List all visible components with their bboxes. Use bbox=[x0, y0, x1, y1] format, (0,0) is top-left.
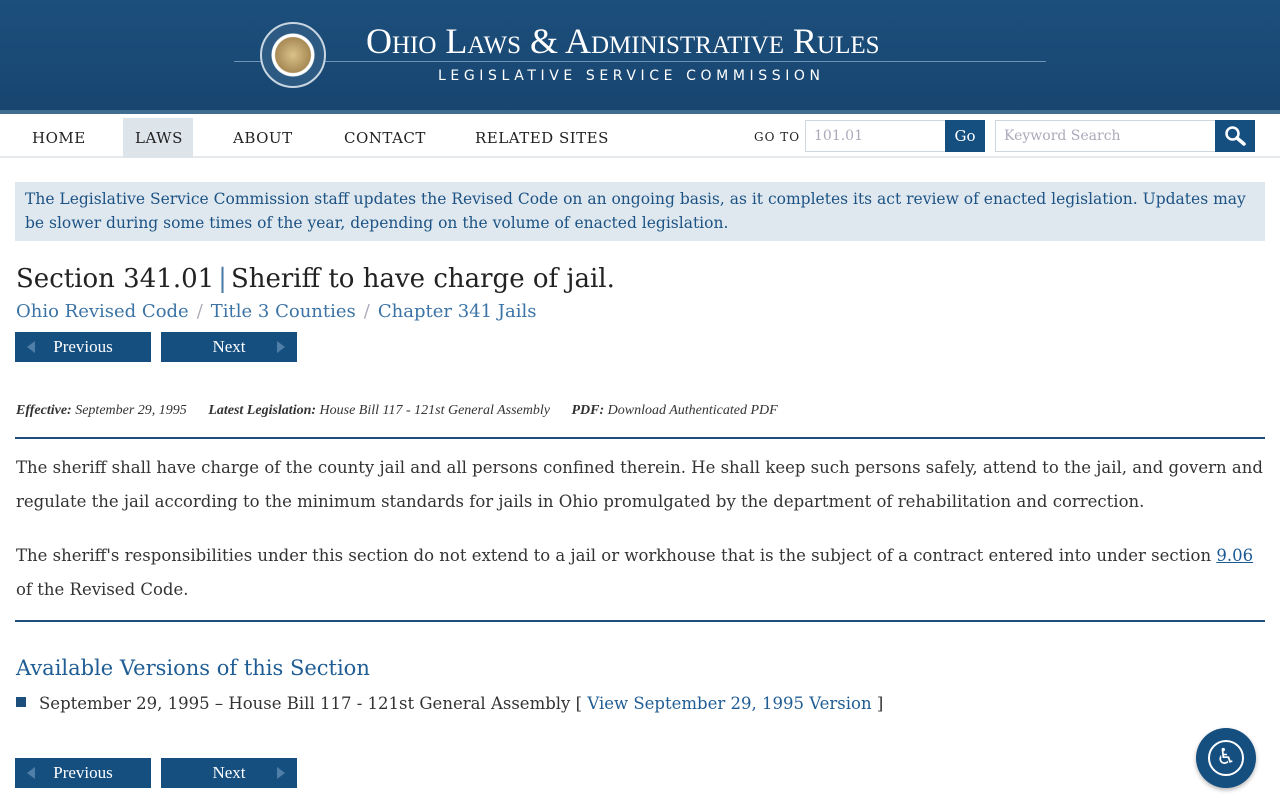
goto-label: GO TO bbox=[754, 130, 801, 144]
section-paragraph-1: The sheriff shall have charge of the county jail and all persons confined therein. He shall keep such persons safely, attend to the jail, and govern and regulate the jail according to the minimum standards for jails in Ohio promulgated by the department of rehabilitation and correction. bbox=[16, 458, 1263, 511]
main-nav bbox=[0, 114, 1280, 158]
accessibility-button[interactable] bbox=[1196, 728, 1256, 788]
go-button[interactable]: Go bbox=[945, 120, 985, 152]
next-label: Next bbox=[212, 337, 246, 356]
arrow-left-icon bbox=[27, 767, 35, 779]
breadcrumb-title[interactable]: Title 3 Counties bbox=[210, 301, 356, 322]
bullet-icon bbox=[16, 697, 26, 707]
previous-label: Previous bbox=[53, 763, 113, 782]
paragraph-text: The sheriff's responsibilities under this section do not extend to a jail or workhouse that is the subject of a contract entered into under section bbox=[16, 546, 1217, 565]
section-meta bbox=[16, 403, 778, 419]
next-label: Next bbox=[212, 763, 246, 782]
search-button[interactable] bbox=[1215, 120, 1255, 152]
nav-home[interactable]: HOME bbox=[32, 129, 86, 147]
title-separator: | bbox=[218, 264, 227, 294]
goto-input[interactable]: 101.01 bbox=[805, 120, 946, 152]
versions-heading: Available Versions of this Section bbox=[16, 656, 370, 680]
next-button[interactable] bbox=[161, 332, 297, 362]
pdf-label: PDF: bbox=[571, 403, 605, 418]
breadcrumb-revised-code[interactable]: Ohio Revised Code bbox=[16, 301, 189, 322]
latest-legislation: House Bill 117 - 121st General Assembly bbox=[319, 403, 550, 418]
site-title[interactable]: Ohio Laws & Administrative Rules bbox=[366, 21, 880, 61]
previous-label: Previous bbox=[53, 337, 113, 356]
site-header bbox=[0, 0, 1280, 114]
view-version-link[interactable]: View September 29, 1995 Version bbox=[587, 694, 872, 713]
download-pdf-link[interactable]: Download Authenticated PDF bbox=[607, 403, 778, 418]
nav-laws[interactable]: LAWS bbox=[123, 118, 193, 158]
effective-label: Effective: bbox=[16, 403, 72, 418]
breadcrumb-chapter[interactable]: Chapter 341 Jails bbox=[377, 301, 537, 322]
accessibility-icon: ♿︎ bbox=[1208, 740, 1244, 776]
bracket: [ bbox=[575, 694, 583, 713]
site-subtitle: LEGISLATIVE SERVICE COMMISSION bbox=[438, 68, 825, 84]
nav-contact[interactable]: CONTACT bbox=[344, 129, 426, 147]
nav-related-sites[interactable]: RELATED SITES bbox=[475, 129, 609, 147]
section-paragraph-2 bbox=[16, 539, 1266, 607]
effective-date: September 29, 1995 bbox=[75, 403, 187, 418]
update-notice: The Legislative Service Commission staff updates the Revised Code on an ongoing basis, as it completes its act review of enacted legislation. Updates may be slower during some times of the year, depending on the volume of enacted legislation. bbox=[15, 182, 1265, 241]
keyword-search-input[interactable]: Keyword Search bbox=[995, 120, 1216, 152]
divider bbox=[15, 620, 1265, 622]
next-button-bottom[interactable] bbox=[161, 758, 297, 788]
divider bbox=[15, 437, 1265, 439]
section-9-06-link[interactable]: 9.06 bbox=[1216, 546, 1254, 565]
arrow-left-icon bbox=[27, 341, 35, 353]
page-title bbox=[16, 264, 615, 294]
latest-legislation-label: Latest Legislation: bbox=[208, 403, 317, 418]
search-icon bbox=[1224, 125, 1246, 147]
ohio-legislature-seal-logo[interactable] bbox=[260, 22, 326, 88]
nav-about[interactable]: ABOUT bbox=[233, 129, 293, 147]
arrow-right-icon bbox=[277, 767, 285, 779]
bracket: ] bbox=[876, 694, 884, 713]
breadcrumb: Ohio Revised Code / Title 3 Counties / Chapter 341 Jails bbox=[16, 301, 537, 322]
version-text: September 29, 1995 – House Bill 117 - 121st General Assembly bbox=[39, 694, 571, 713]
previous-button[interactable] bbox=[15, 332, 151, 362]
arrow-right-icon bbox=[277, 341, 285, 353]
section-title: Sheriff to have charge of jail. bbox=[230, 264, 615, 294]
section-number: Section 341.01 bbox=[16, 264, 215, 294]
version-list-item bbox=[16, 694, 883, 713]
previous-button-bottom[interactable] bbox=[15, 758, 151, 788]
paragraph-text: of the Revised Code. bbox=[16, 580, 189, 599]
